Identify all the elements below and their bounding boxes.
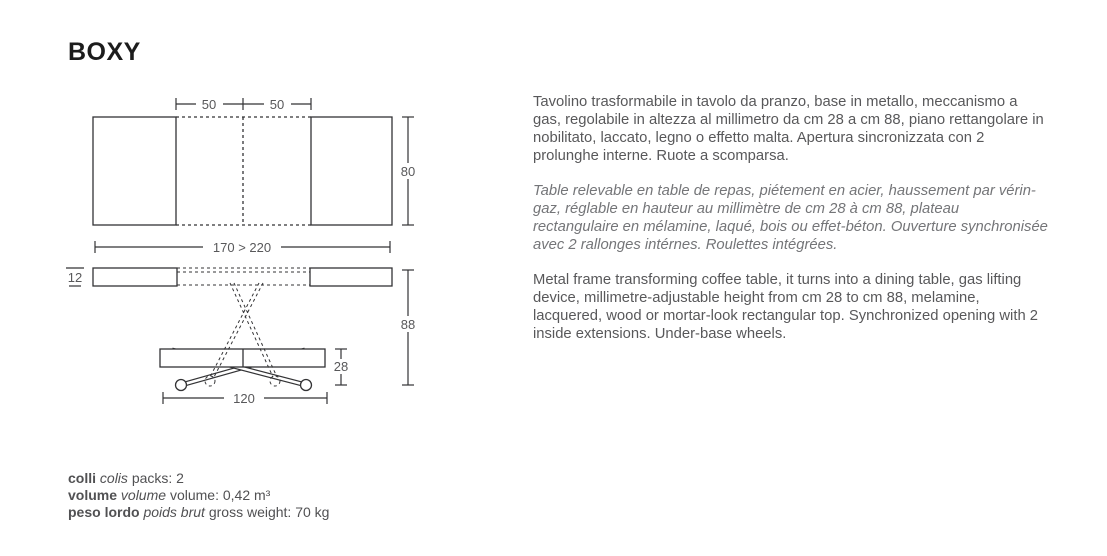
dim-label-depth: 80 [400, 164, 416, 179]
weight-label-it: peso lordo [68, 504, 140, 520]
dim-label-length-range: 170 > 220 [212, 240, 272, 255]
description-column [533, 93, 1048, 360]
description-english: Metal frame transforming coffee table, it turns into a dining table, gas lifting device, millimetre-adjustable height from cm 28 to cm 88, melamine, lacquered, wood or mortar-look rectangular top. Synchronized opening with 2 inside extensions. Under-base wheels. [533, 272, 1039, 342]
packs-value: 2 [176, 470, 184, 486]
weight-label-en: gross weight: [208, 504, 292, 520]
dim-label-top-thickness: 12 [67, 270, 83, 285]
dim-label-open-height: 88 [400, 317, 416, 332]
dim-label-base-width: 120 [233, 391, 255, 406]
wheel-closed-left [176, 380, 187, 391]
description-italian: Tavolino trasformabile in tavolo da pranzo, base in metallo, meccanismo a gas, regolabile in altezza al millimetro da cm 28 a cm 88, piano rettangolare in nobilitato, laccato, legno o effetto malta. Apertura sincronizzata con 2 prolunghe interne. Ruote a scomparsa. [533, 94, 1044, 164]
packs-row [68, 470, 329, 487]
side-view-open-top [93, 268, 392, 286]
packs-label-fr: colis [99, 470, 128, 486]
volume-label-fr: volume [120, 487, 167, 503]
dim-label-extension-left: 50 [201, 97, 217, 112]
packing-info [68, 470, 329, 521]
wheel-closed-right [301, 380, 312, 391]
technical-drawing [55, 85, 445, 420]
packs-label-it: colli [68, 470, 97, 486]
volume-label-it: volume [68, 487, 118, 503]
top-view-right-leaf [311, 117, 392, 225]
description-french: Table relevable en table de repas, piétement en acier, haussement par vérin-gaz, réglable en hauteur au millimètre de cm 28 à cm 88, plateau rectangulaire en mélamine, laqué, bois ou effet-béton. Ouverture synchronisée avec 2 rallonges intérnes. Roulettes intégrées. [533, 183, 1048, 253]
packs-label-en: packs: [131, 470, 173, 486]
dim-label-extension-right: 50 [269, 97, 285, 112]
top-view-extension-dashed [176, 117, 311, 225]
side-view-open-extension-dashed [177, 268, 310, 285]
weight-label-fr: poids brut [143, 504, 205, 520]
volume-value: 0,42 m³ [222, 487, 271, 503]
top-view-drawing [93, 117, 392, 225]
volume-row [68, 487, 329, 504]
volume-label-en: volume: [169, 487, 219, 503]
weight-value: 70 kg [295, 504, 330, 520]
product-title: BOXY [68, 38, 141, 66]
dim-label-closed-height: 28 [333, 359, 349, 374]
top-view-left-leaf [93, 117, 176, 225]
weight-row [68, 504, 329, 521]
side-view-closed-top [160, 349, 325, 367]
